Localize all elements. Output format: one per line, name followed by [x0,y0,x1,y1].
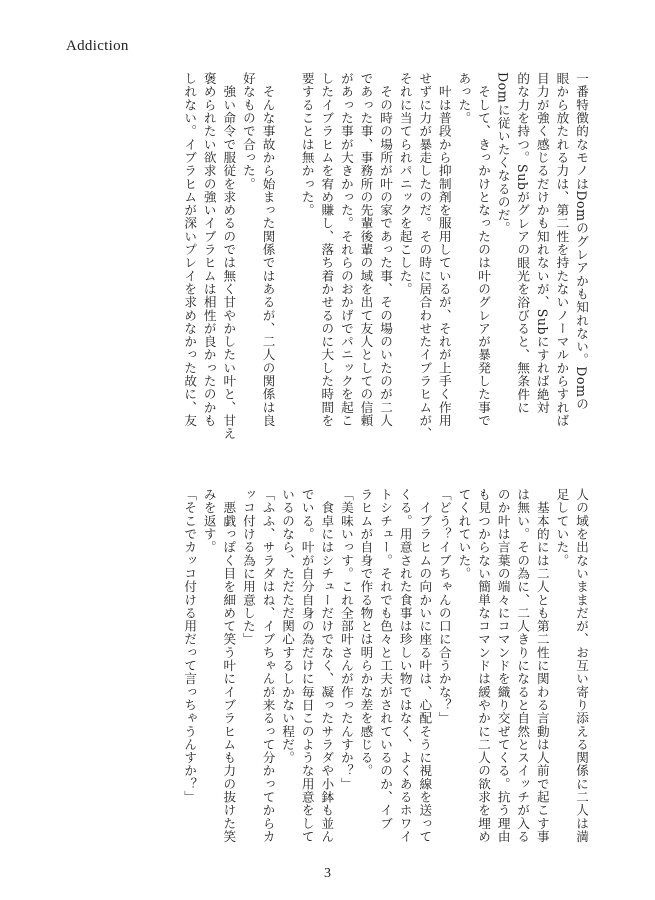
text-line: があった事が大きかった。それらのおかげでパニックを起こ [338,72,354,428]
text-line: 足していた。 [554,488,570,567]
text-line: トシチュー。それでも色々と工夫がされているのか、イブ [378,488,394,830]
text-line: 「そこでカッコ付ける用だって言っちゃうんすか？」 [182,488,198,804]
text-line: そして、きっかけとなったのは叶のグレアが暴発した事で [476,72,492,428]
text-line: せずに力が暴走したのだ。その時に居合わせたイブラヒムが、 [417,72,433,440]
text-line: てくれていた。 [456,488,472,581]
text-line: その時の場所が叶の家であった事、その場のいたのが二人 [378,72,394,428]
text-line: Domに従いたくなるのだ。 [495,72,511,235]
text-line: 目力が強く感じるだけかも知れないが、Subにすれば絶対 [534,72,550,415]
text-line: それに当てられパニックを起こした。 [397,72,413,296]
text-line: そんな事故から始まった関係ではあるが、二人の関係は良 [260,72,276,428]
text-line: 褒められたい欲求の強いイブラヒムは相性が良かったのかも [201,72,217,428]
text-line: 基本的には二人とも第二性に関わる言動は人前で起こす事 [534,488,550,844]
text-block-top [38,72,591,440]
text-line: 強い命令で服従を求めるのでは無く甘やかしたい叶と、甘え [221,72,237,440]
text-line: 要することは無かった。 [299,72,315,217]
text-line: 食卓にはシチューだけでなく、凝ったサラダや小鉢も並ん [319,488,335,844]
text-line: 人の域を出ないままだが、お互い寄り添える関係に二人は満 [574,488,589,844]
text-line: したイブラヒムを宥め賺し、落ち着かせるのに大した時間を [319,72,335,428]
text-line [278,72,298,440]
page-number: 3 [324,866,331,881]
text-line: 的な力を持つ。Subがグレアの眼光を浴びると、無条件に [515,72,531,415]
text-line: いるのなら、ただただ関心するしかない程だ。 [280,488,296,765]
text-line: 悪戯っぽく目を細めて笑う叶にイブラヒムも力の抜けた笑 [221,488,237,844]
text-line: しれない。イブラヒムが深いプレイを求めなかった故に、友 [182,72,198,428]
text-line: であった事、事務所の先輩後輩の域を出て友人としての信頼 [358,72,374,428]
text-line: みを返す。 [201,488,217,554]
text-line: 好なもので合った。 [240,72,256,191]
text-line: 「どう？イブちゃんの口に合うかな？」 [436,488,452,725]
text-line: くる。用意された食事は珍しい物ではなく、よくあるホワイ [397,488,413,844]
running-header: Addiction [66,38,129,54]
text-line: のか叶は言葉の端々にコマンドを織り交ぜてくる。抗う理由 [495,488,511,844]
text-line: 叶は普段から抑制剤を服用しているが、それが上手く作用 [436,72,452,428]
text-line: ラヒムが自身で作る物とは明らかな差を感じる。 [358,488,374,778]
text-line: でいる。叶が自分自身の為だけに毎日このような用意をして [299,488,315,844]
text-line: 「ふふ、サラダはね、イブちゃんが来るって分かってからカ [260,488,276,844]
text-line: も見つからない簡単なコマンドは緩やかに二人の欲求を埋め [476,488,492,844]
text-line: 眼から放たれる力は、第二性を持たないノーマルからすれば [554,72,570,428]
text-block-bottom [38,488,591,856]
text-line: 「美味いっす。これ全部叶さんが作ったんすか？」 [338,488,354,791]
text-line: イブラヒムの向かいに座る叶は、心配そうに視線を送って [417,488,433,844]
text-line: 一番特徴的なモノはDomのグレアかも知れない。Domの [574,72,589,411]
text-line: ッコ付ける為に用意した」 [240,488,256,646]
text-line: は無い。その為に、二人きりになると自然とスイッチが入る [515,488,531,844]
text-line: あった。 [456,72,472,125]
